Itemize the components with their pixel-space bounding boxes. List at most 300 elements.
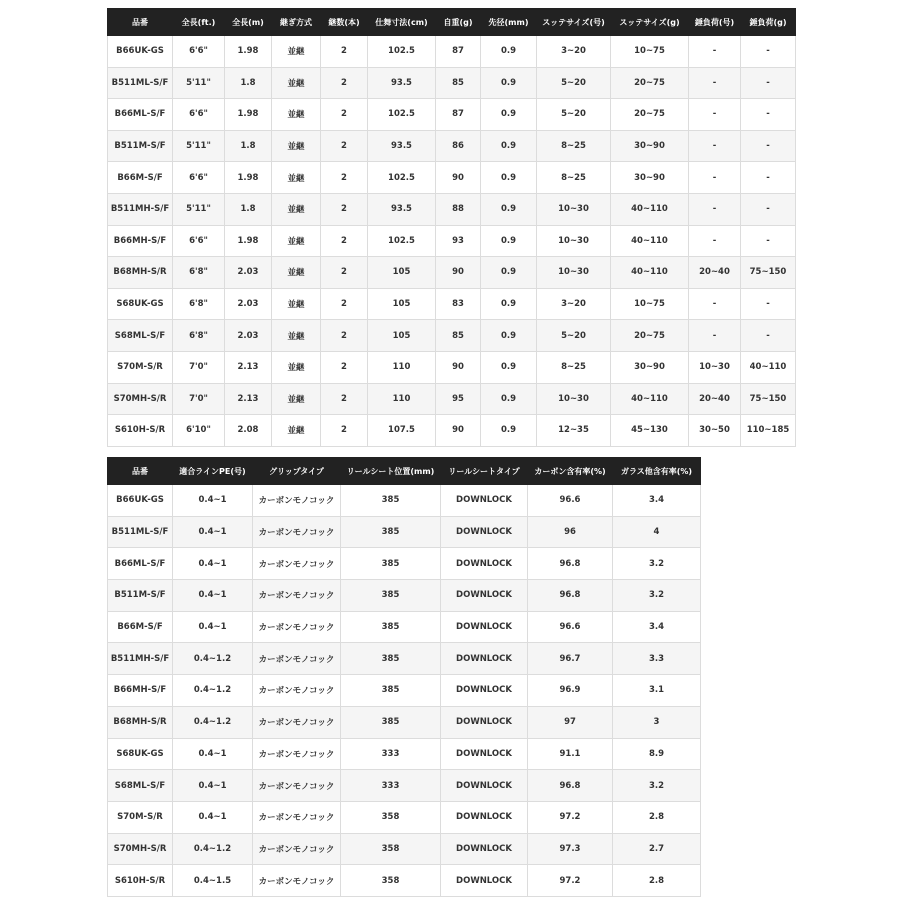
weight-cell: 90 <box>436 415 481 447</box>
sinker-load-go-cell: - <box>689 67 741 99</box>
reel-seat-type-cell: DOWNLOCK <box>441 770 528 802</box>
glass-content-cell: 2.7 <box>613 833 701 865</box>
tip-diameter-cell: 0.9 <box>481 383 537 415</box>
length-ft-cell: 6'8" <box>173 320 225 352</box>
sinker-load-g-cell: 75~150 <box>741 383 796 415</box>
joint-type-cell: 並継 <box>272 257 321 289</box>
sutte-size-g-cell: 30~90 <box>611 162 689 194</box>
column-header-model-number: 品番 <box>108 458 173 485</box>
sutte-size-g-cell: 10~75 <box>611 288 689 320</box>
table-row <box>108 67 796 99</box>
sinker-load-go-cell: - <box>689 193 741 225</box>
model-number-cell: B511M-S/F <box>108 580 173 612</box>
closed-length-cell: 93.5 <box>368 193 436 225</box>
weight-cell: 90 <box>436 162 481 194</box>
carbon-content-cell: 97.3 <box>528 833 613 865</box>
reel-seat-position-cell: 333 <box>341 770 441 802</box>
column-header-sutte-size-go: スッテサイズ(号) <box>537 9 611 36</box>
sinker-load-g-cell: - <box>741 320 796 352</box>
sinker-load-go-cell: - <box>689 162 741 194</box>
table-row <box>108 99 796 131</box>
length-m-cell: 1.8 <box>225 193 272 225</box>
glass-content-cell: 2.8 <box>613 865 701 897</box>
table-row <box>108 833 701 865</box>
tip-diameter-cell: 0.9 <box>481 193 537 225</box>
column-header-grip-type: グリップタイプ <box>253 458 341 485</box>
weight-cell: 83 <box>436 288 481 320</box>
reel-seat-position-cell: 385 <box>341 706 441 738</box>
column-header-reel-seat-position: リールシート位置(mm) <box>341 458 441 485</box>
reel-seat-type-cell: DOWNLOCK <box>441 516 528 548</box>
column-header-glass-content: ガラス他含有率(%) <box>613 458 701 485</box>
sinker-load-go-cell: 30~50 <box>689 415 741 447</box>
sutte-size-g-cell: 20~75 <box>611 320 689 352</box>
closed-length-cell: 102.5 <box>368 99 436 131</box>
table-row <box>108 225 796 257</box>
reel-seat-type-cell: DOWNLOCK <box>441 706 528 738</box>
model-number-cell: S68UK-GS <box>108 738 173 770</box>
spec-table-body <box>108 36 796 447</box>
joint-type-cell: 並継 <box>272 36 321 68</box>
spec-table-header <box>108 9 796 36</box>
joint-type-cell: 並継 <box>272 99 321 131</box>
grip-type-cell: カーボンモノコック <box>253 675 341 707</box>
closed-length-cell: 93.5 <box>368 67 436 99</box>
table-row <box>108 611 701 643</box>
pieces-cell: 2 <box>321 67 368 99</box>
table-row <box>108 257 796 289</box>
table-row <box>108 288 796 320</box>
weight-cell: 85 <box>436 67 481 99</box>
reel-seat-position-cell: 385 <box>341 675 441 707</box>
table-row <box>108 193 796 225</box>
length-m-cell: 1.98 <box>225 99 272 131</box>
glass-content-cell: 3.4 <box>613 611 701 643</box>
line-pe-cell: 0.4~1 <box>173 485 253 517</box>
model-number-cell: B66MH-S/F <box>108 675 173 707</box>
sinker-load-go-cell: - <box>689 320 741 352</box>
column-header-length-m: 全長(m) <box>225 9 272 36</box>
grip-type-cell: カーボンモノコック <box>253 706 341 738</box>
glass-content-cell: 3.2 <box>613 580 701 612</box>
pieces-cell: 2 <box>321 193 368 225</box>
glass-content-cell: 3 <box>613 706 701 738</box>
grip-type-cell: カーボンモノコック <box>253 643 341 675</box>
sinker-load-g-cell: - <box>741 288 796 320</box>
model-number-cell: B511ML-S/F <box>108 516 173 548</box>
model-number-cell: S70MH-S/R <box>108 833 173 865</box>
reel-seat-type-cell: DOWNLOCK <box>441 580 528 612</box>
length-m-cell: 1.8 <box>225 130 272 162</box>
pieces-cell: 2 <box>321 415 368 447</box>
grip-type-cell: カーボンモノコック <box>253 833 341 865</box>
length-ft-cell: 6'6" <box>173 36 225 68</box>
length-m-cell: 2.08 <box>225 415 272 447</box>
pieces-cell: 2 <box>321 225 368 257</box>
length-ft-cell: 6'6" <box>173 162 225 194</box>
glass-content-cell: 8.9 <box>613 738 701 770</box>
joint-type-cell: 並継 <box>272 67 321 99</box>
closed-length-cell: 102.5 <box>368 36 436 68</box>
tip-diameter-cell: 0.9 <box>481 130 537 162</box>
model-number-cell: S68UK-GS <box>108 288 173 320</box>
sutte-size-g-cell: 30~90 <box>611 130 689 162</box>
model-number-cell: B66M-S/F <box>108 162 173 194</box>
sutte-size-g-cell: 30~90 <box>611 351 689 383</box>
carbon-content-cell: 96.7 <box>528 643 613 675</box>
table-row <box>108 36 796 68</box>
joint-type-cell: 並継 <box>272 288 321 320</box>
header-row <box>108 458 701 485</box>
reel-seat-position-cell: 385 <box>341 611 441 643</box>
reel-seat-position-cell: 385 <box>341 485 441 517</box>
table-row <box>108 320 796 352</box>
sinker-load-g-cell: 40~110 <box>741 351 796 383</box>
tip-diameter-cell: 0.9 <box>481 257 537 289</box>
sinker-load-go-cell: - <box>689 130 741 162</box>
pieces-cell: 2 <box>321 351 368 383</box>
carbon-content-cell: 96.8 <box>528 548 613 580</box>
closed-length-cell: 105 <box>368 288 436 320</box>
reel-seat-type-cell: DOWNLOCK <box>441 801 528 833</box>
sutte-size-g-cell: 40~110 <box>611 257 689 289</box>
length-ft-cell: 6'6" <box>173 225 225 257</box>
weight-cell: 90 <box>436 351 481 383</box>
length-m-cell: 1.98 <box>225 162 272 194</box>
closed-length-cell: 110 <box>368 351 436 383</box>
sutte-size-go-cell: 8~25 <box>537 162 611 194</box>
table-row <box>108 383 796 415</box>
length-ft-cell: 5'11" <box>173 67 225 99</box>
table-row <box>108 415 796 447</box>
length-ft-cell: 6'8" <box>173 288 225 320</box>
model-number-cell: B66MH-S/F <box>108 225 173 257</box>
line-pe-cell: 0.4~1 <box>173 611 253 643</box>
reel-seat-type-cell: DOWNLOCK <box>441 738 528 770</box>
line-pe-cell: 0.4~1 <box>173 738 253 770</box>
length-m-cell: 2.13 <box>225 383 272 415</box>
closed-length-cell: 107.5 <box>368 415 436 447</box>
sinker-load-g-cell: - <box>741 162 796 194</box>
sutte-size-g-cell: 20~75 <box>611 67 689 99</box>
length-ft-cell: 7'0" <box>173 383 225 415</box>
model-number-cell: B511MH-S/F <box>108 193 173 225</box>
closed-length-cell: 105 <box>368 320 436 352</box>
sutte-size-go-cell: 3~20 <box>537 36 611 68</box>
pieces-cell: 2 <box>321 162 368 194</box>
reel-seat-position-cell: 385 <box>341 580 441 612</box>
sutte-size-go-cell: 10~30 <box>537 383 611 415</box>
sinker-load-go-cell: - <box>689 36 741 68</box>
pieces-cell: 2 <box>321 320 368 352</box>
model-number-cell: S68ML-S/F <box>108 770 173 802</box>
table-row <box>108 738 701 770</box>
column-header-length-ft: 全長(ft.) <box>173 9 225 36</box>
closed-length-cell: 105 <box>368 257 436 289</box>
table-row <box>108 643 701 675</box>
closed-length-cell: 102.5 <box>368 225 436 257</box>
tip-diameter-cell: 0.9 <box>481 288 537 320</box>
line-pe-cell: 0.4~1.2 <box>173 675 253 707</box>
tip-diameter-cell: 0.9 <box>481 67 537 99</box>
column-header-closed-length: 仕舞寸法(cm) <box>368 9 436 36</box>
sutte-size-go-cell: 5~20 <box>537 67 611 99</box>
line-pe-cell: 0.4~1.2 <box>173 706 253 738</box>
reel-seat-type-cell: DOWNLOCK <box>441 548 528 580</box>
grip-type-cell: カーボンモノコック <box>253 580 341 612</box>
tip-diameter-cell: 0.9 <box>481 320 537 352</box>
joint-type-cell: 並継 <box>272 162 321 194</box>
grip-type-cell: カーボンモノコック <box>253 611 341 643</box>
line-pe-cell: 0.4~1 <box>173 516 253 548</box>
model-number-cell: S68ML-S/F <box>108 320 173 352</box>
column-header-line-pe: 適合ラインPE(号) <box>173 458 253 485</box>
column-header-reel-seat-type: リールシートタイプ <box>441 458 528 485</box>
reel-seat-position-cell: 385 <box>341 548 441 580</box>
sinker-load-g-cell: - <box>741 99 796 131</box>
sinker-load-go-cell: 20~40 <box>689 257 741 289</box>
length-ft-cell: 5'11" <box>173 130 225 162</box>
length-ft-cell: 6'6" <box>173 99 225 131</box>
model-number-cell: S70M-S/R <box>108 351 173 383</box>
model-number-cell: S70MH-S/R <box>108 383 173 415</box>
length-m-cell: 2.03 <box>225 320 272 352</box>
reel-seat-type-cell: DOWNLOCK <box>441 865 528 897</box>
length-m-cell: 2.13 <box>225 351 272 383</box>
joint-type-cell: 並継 <box>272 130 321 162</box>
pieces-cell: 2 <box>321 257 368 289</box>
sinker-load-g-cell: - <box>741 193 796 225</box>
model-number-cell: S70M-S/R <box>108 801 173 833</box>
grip-type-cell: カーボンモノコック <box>253 738 341 770</box>
line-pe-cell: 0.4~1.2 <box>173 833 253 865</box>
sinker-load-go-cell: - <box>689 288 741 320</box>
column-header-model-number: 品番 <box>108 9 173 36</box>
glass-content-cell: 2.8 <box>613 801 701 833</box>
model-number-cell: B511MH-S/F <box>108 643 173 675</box>
sinker-load-g-cell: - <box>741 130 796 162</box>
pieces-cell: 2 <box>321 130 368 162</box>
carbon-content-cell: 96 <box>528 516 613 548</box>
grip-type-cell: カーボンモノコック <box>253 865 341 897</box>
line-pe-cell: 0.4~1 <box>173 580 253 612</box>
joint-type-cell: 並継 <box>272 193 321 225</box>
detail-table-header <box>108 458 701 485</box>
carbon-content-cell: 96.6 <box>528 611 613 643</box>
column-header-weight: 自重(g) <box>436 9 481 36</box>
reel-seat-position-cell: 333 <box>341 738 441 770</box>
pieces-cell: 2 <box>321 36 368 68</box>
column-header-sutte-size-g: スッテサイズ(g) <box>611 9 689 36</box>
tip-diameter-cell: 0.9 <box>481 162 537 194</box>
table-row <box>108 130 796 162</box>
reel-seat-type-cell: DOWNLOCK <box>441 611 528 643</box>
model-number-cell: B511ML-S/F <box>108 67 173 99</box>
line-pe-cell: 0.4~1.5 <box>173 865 253 897</box>
joint-type-cell: 並継 <box>272 351 321 383</box>
column-header-joint-type: 継ぎ方式 <box>272 9 321 36</box>
grip-type-cell: カーボンモノコック <box>253 548 341 580</box>
length-m-cell: 1.98 <box>225 225 272 257</box>
column-header-pieces: 継数(本) <box>321 9 368 36</box>
line-pe-cell: 0.4~1 <box>173 801 253 833</box>
reel-seat-position-cell: 358 <box>341 865 441 897</box>
glass-content-cell: 3.4 <box>613 485 701 517</box>
glass-content-cell: 4 <box>613 516 701 548</box>
column-header-carbon-content: カーボン含有率(%) <box>528 458 613 485</box>
length-m-cell: 1.98 <box>225 36 272 68</box>
joint-type-cell: 並継 <box>272 383 321 415</box>
sinker-load-g-cell: 110~185 <box>741 415 796 447</box>
sinker-load-go-cell: - <box>689 225 741 257</box>
detail-table-body <box>108 485 701 897</box>
sinker-load-g-cell: 75~150 <box>741 257 796 289</box>
column-header-sinker-load-go: 錘負荷(号) <box>689 9 741 36</box>
length-ft-cell: 5'11" <box>173 193 225 225</box>
model-number-cell: B511M-S/F <box>108 130 173 162</box>
sutte-size-go-cell: 5~20 <box>537 320 611 352</box>
model-number-cell: S610H-S/R <box>108 415 173 447</box>
carbon-content-cell: 96.9 <box>528 675 613 707</box>
line-pe-cell: 0.4~1.2 <box>173 643 253 675</box>
closed-length-cell: 93.5 <box>368 130 436 162</box>
sutte-size-g-cell: 40~110 <box>611 383 689 415</box>
grip-type-cell: カーボンモノコック <box>253 770 341 802</box>
sutte-size-g-cell: 45~130 <box>611 415 689 447</box>
tip-diameter-cell: 0.9 <box>481 36 537 68</box>
table-row <box>108 351 796 383</box>
model-number-cell: S610H-S/R <box>108 865 173 897</box>
weight-cell: 87 <box>436 36 481 68</box>
carbon-content-cell: 96.8 <box>528 580 613 612</box>
sutte-size-go-cell: 10~30 <box>537 225 611 257</box>
carbon-content-cell: 96.8 <box>528 770 613 802</box>
weight-cell: 87 <box>436 99 481 131</box>
header-row <box>108 9 796 36</box>
sutte-size-g-cell: 20~75 <box>611 99 689 131</box>
sutte-size-go-cell: 8~25 <box>537 351 611 383</box>
sinker-load-g-cell: - <box>741 225 796 257</box>
joint-type-cell: 並継 <box>272 225 321 257</box>
sutte-size-go-cell: 5~20 <box>537 99 611 131</box>
length-ft-cell: 7'0" <box>173 351 225 383</box>
sutte-size-g-cell: 40~110 <box>611 225 689 257</box>
tip-diameter-cell: 0.9 <box>481 415 537 447</box>
glass-content-cell: 3.3 <box>613 643 701 675</box>
model-number-cell: B66M-S/F <box>108 611 173 643</box>
sutte-size-go-cell: 10~30 <box>537 193 611 225</box>
table-row <box>108 485 701 517</box>
sutte-size-go-cell: 3~20 <box>537 288 611 320</box>
tip-diameter-cell: 0.9 <box>481 99 537 131</box>
model-number-cell: B66UK-GS <box>108 485 173 517</box>
model-number-cell: B66ML-S/F <box>108 548 173 580</box>
model-number-cell: B66UK-GS <box>108 36 173 68</box>
carbon-content-cell: 96.6 <box>528 485 613 517</box>
reel-seat-position-cell: 358 <box>341 801 441 833</box>
length-ft-cell: 6'10" <box>173 415 225 447</box>
length-ft-cell: 6'8" <box>173 257 225 289</box>
table-row <box>108 162 796 194</box>
reel-seat-position-cell: 385 <box>341 643 441 675</box>
carbon-content-cell: 97.2 <box>528 801 613 833</box>
weight-cell: 90 <box>436 257 481 289</box>
table-row <box>108 675 701 707</box>
glass-content-cell: 3.1 <box>613 675 701 707</box>
joint-type-cell: 並継 <box>272 320 321 352</box>
carbon-content-cell: 97 <box>528 706 613 738</box>
column-header-tip-diameter: 先径(mm) <box>481 9 537 36</box>
grip-type-cell: カーボンモノコック <box>253 516 341 548</box>
weight-cell: 85 <box>436 320 481 352</box>
carbon-content-cell: 97.2 <box>528 865 613 897</box>
table-row <box>108 580 701 612</box>
weight-cell: 95 <box>436 383 481 415</box>
table-row <box>108 801 701 833</box>
line-pe-cell: 0.4~1 <box>173 548 253 580</box>
tip-diameter-cell: 0.9 <box>481 225 537 257</box>
table-row <box>108 770 701 802</box>
glass-content-cell: 3.2 <box>613 548 701 580</box>
line-pe-cell: 0.4~1 <box>173 770 253 802</box>
sinker-load-g-cell: - <box>741 67 796 99</box>
reel-seat-type-cell: DOWNLOCK <box>441 833 528 865</box>
sinker-load-go-cell: - <box>689 99 741 131</box>
table-row <box>108 706 701 738</box>
spec-table <box>107 8 796 447</box>
weight-cell: 88 <box>436 193 481 225</box>
table-row <box>108 865 701 897</box>
weight-cell: 86 <box>436 130 481 162</box>
sutte-size-g-cell: 10~75 <box>611 36 689 68</box>
sutte-size-go-cell: 12~35 <box>537 415 611 447</box>
reel-seat-type-cell: DOWNLOCK <box>441 643 528 675</box>
model-number-cell: B68MH-S/R <box>108 257 173 289</box>
closed-length-cell: 102.5 <box>368 162 436 194</box>
carbon-content-cell: 91.1 <box>528 738 613 770</box>
pieces-cell: 2 <box>321 383 368 415</box>
reel-seat-type-cell: DOWNLOCK <box>441 675 528 707</box>
reel-seat-position-cell: 358 <box>341 833 441 865</box>
column-header-sinker-load-g: 錘負荷(g) <box>741 9 796 36</box>
sutte-size-go-cell: 8~25 <box>537 130 611 162</box>
weight-cell: 93 <box>436 225 481 257</box>
detail-table <box>107 457 701 897</box>
reel-seat-position-cell: 385 <box>341 516 441 548</box>
sutte-size-go-cell: 10~30 <box>537 257 611 289</box>
sinker-load-go-cell: 10~30 <box>689 351 741 383</box>
tip-diameter-cell: 0.9 <box>481 351 537 383</box>
joint-type-cell: 並継 <box>272 415 321 447</box>
table-row <box>108 548 701 580</box>
glass-content-cell: 3.2 <box>613 770 701 802</box>
pieces-cell: 2 <box>321 288 368 320</box>
pieces-cell: 2 <box>321 99 368 131</box>
sinker-load-g-cell: - <box>741 36 796 68</box>
model-number-cell: B66ML-S/F <box>108 99 173 131</box>
length-m-cell: 2.03 <box>225 257 272 289</box>
length-m-cell: 1.8 <box>225 67 272 99</box>
model-number-cell: B68MH-S/R <box>108 706 173 738</box>
grip-type-cell: カーボンモノコック <box>253 485 341 517</box>
sutte-size-g-cell: 40~110 <box>611 193 689 225</box>
length-m-cell: 2.03 <box>225 288 272 320</box>
reel-seat-type-cell: DOWNLOCK <box>441 485 528 517</box>
grip-type-cell: カーボンモノコック <box>253 801 341 833</box>
closed-length-cell: 110 <box>368 383 436 415</box>
sinker-load-go-cell: 20~40 <box>689 383 741 415</box>
table-row <box>108 516 701 548</box>
